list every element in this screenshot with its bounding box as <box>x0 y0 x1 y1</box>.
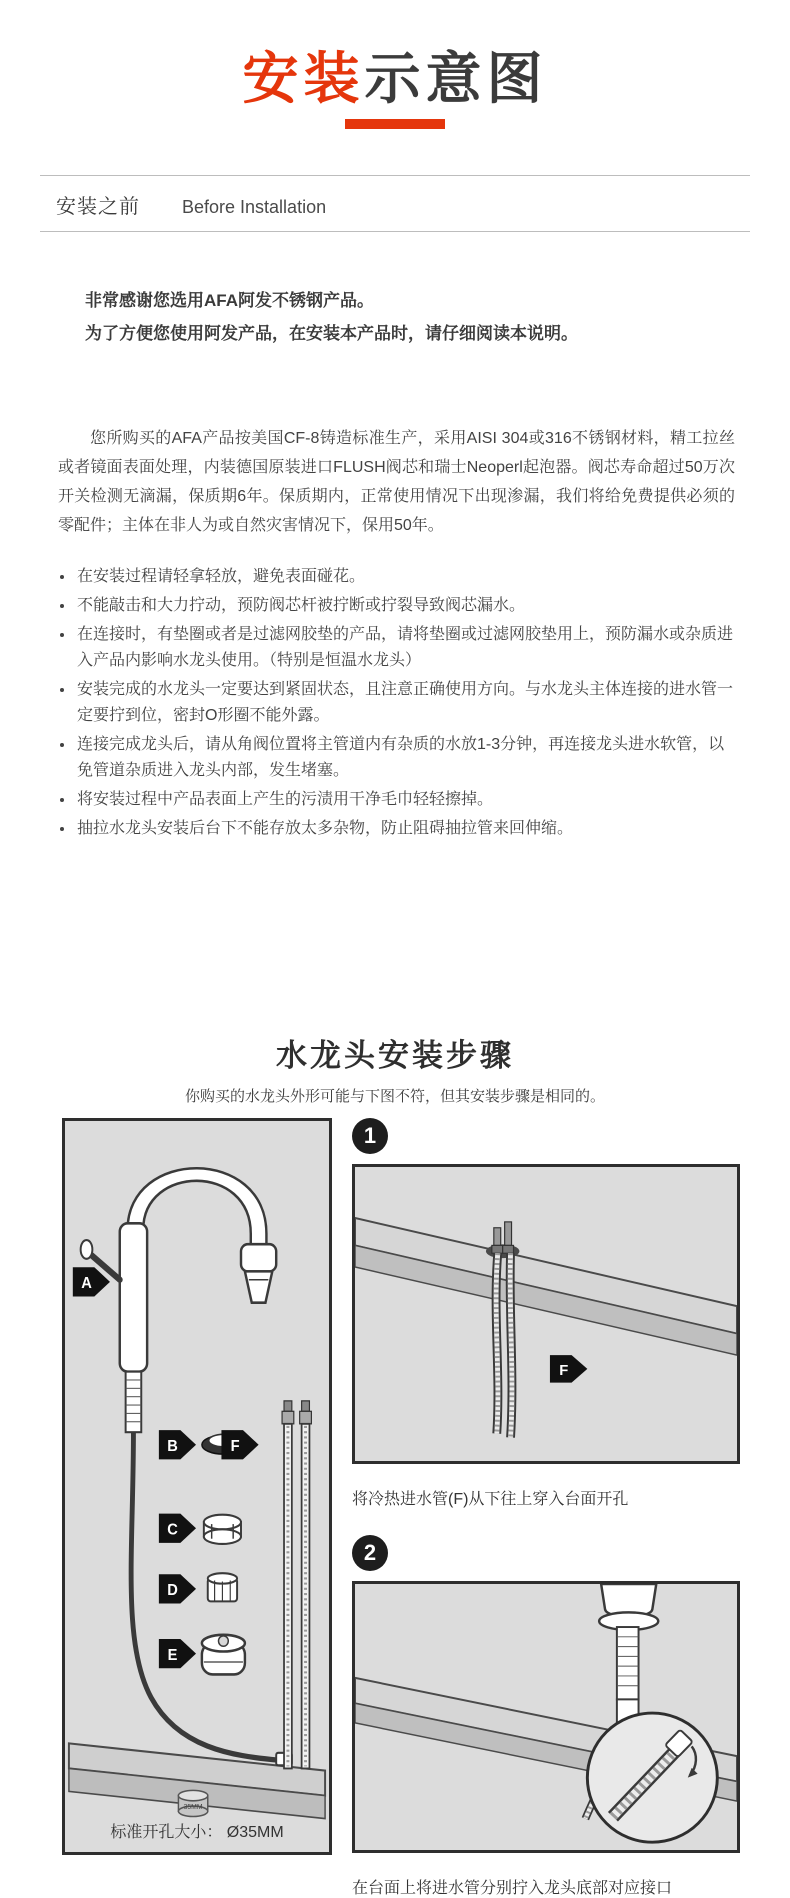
note-item: • 在连接时，有垫圈或者是过滤网胶垫的产品，请将垫圈或过滤网胶垫用上，预防漏水或杂质进入产品内影响水龙头使用。（特别是恒温水龙头） <box>75 622 735 674</box>
step-1-badge: 1 <box>352 1118 388 1154</box>
part-nut <box>204 1514 241 1543</box>
svg-text:A: A <box>81 1274 92 1292</box>
product-intro-paragraph: 您所购买的AFA产品按美国CF-8铸造标准生产，采用AISI 304或316不锈钢材料，精工拉丝或者镜面表面处理，内装德国原装进口FLUSH阀芯和瑞士Neoperl起泡器。阀芯寿命超过50万次开关检测无滴漏，保质期6年。保质期内，正常使用情况下出现渗漏，我们将给免费提供必须的零配件；主体在非人为或自然灾害情况下，保用50年。 <box>58 429 735 534</box>
svg-text:E: E <box>167 1646 178 1664</box>
parts-diagram-illustration <box>65 1121 329 1852</box>
before-installation-heading-en: Before Installation <box>182 196 327 217</box>
step1-countertop <box>355 1218 737 1355</box>
hose-connectors <box>492 1221 514 1252</box>
part-label-e <box>159 1639 196 1668</box>
step-2-panel <box>352 1581 740 1853</box>
note-item: • 连接完成龙头后，请从角阀位置将主管道内有杂质的水放1-3分钟，再连接龙头进水软管，以免管道杂质进入龙头内部，发生堵塞。 <box>75 732 735 784</box>
page-title-block <box>0 0 790 129</box>
thanks-line-1: 非常感谢您选用AFA阿发不锈钢产品。 <box>85 290 374 310</box>
svg-text:F: F <box>230 1437 240 1455</box>
step-2-caption: 在台面上将进水管分别拧入龙头底部对应接口 <box>352 1879 673 1897</box>
note-item: • 将安装过程中产品表面上产生的污渍用干净毛巾轻轻擦掉。 <box>75 787 735 813</box>
part-weight <box>202 1634 245 1674</box>
hole-size-icon <box>178 1790 207 1816</box>
thanks-block <box>85 284 730 350</box>
page-title-rest: 示意图 <box>364 47 548 110</box>
step-1-panel <box>352 1164 740 1464</box>
supply-hoses <box>282 1400 311 1768</box>
title-underline <box>345 119 445 129</box>
before-installation-heading-zh: 安装之前 <box>56 195 140 218</box>
svg-text:F: F <box>559 1362 569 1379</box>
steps-column <box>352 1118 742 1898</box>
faucet-illustration <box>81 1168 292 1765</box>
page-title <box>0 48 790 110</box>
note-item: • 不能敲击和大力拧动，预防阀芯杆被拧断或拧裂导致阀芯漏水。 <box>75 593 735 619</box>
step-2-badge: 2 <box>352 1535 388 1571</box>
before-installation-header <box>40 175 750 232</box>
installation-notes-list <box>75 564 735 842</box>
steps-section-subtitle: 你购买的水龙头外形可能与下图不符，但其安装步骤是相同的。 <box>184 1087 605 1105</box>
note-item: • 抽拉水龙头安装后台下不能存放太多杂物，防止阻碍抽拉管来回伸缩。 <box>75 816 735 842</box>
svg-text:D: D <box>167 1581 178 1599</box>
part-label-a <box>73 1267 110 1296</box>
thanks-line-2: 为了方便您使用阿发产品，在安装本产品时，请仔细阅读本说明。 <box>85 323 578 343</box>
svg-text:35MM: 35MM <box>183 1802 203 1811</box>
note-item: • 在安装过程请轻拿轻放，避免表面碰花。 <box>75 564 735 590</box>
step-2-illustration <box>355 1584 737 1850</box>
pullout-hose <box>131 1432 278 1760</box>
part-fitting <box>208 1573 237 1601</box>
svg-text:B: B <box>167 1437 178 1455</box>
diagram-area <box>62 1118 790 1898</box>
step-1-illustration <box>355 1167 737 1461</box>
part-label-f <box>221 1430 258 1459</box>
part-label-b <box>159 1430 196 1459</box>
page-title-accent: 安装 <box>242 47 365 110</box>
parts-diagram-panel <box>62 1118 332 1855</box>
step2-faucet-base <box>599 1584 658 1699</box>
step-1-caption: 将冷热进水管(F)从下往上穿入台面开孔 <box>352 1490 629 1508</box>
part-label-c <box>159 1513 196 1542</box>
part-label-d <box>159 1574 196 1603</box>
magnifier-detail <box>587 1713 717 1842</box>
step1-part-label-f <box>550 1355 587 1382</box>
hole-size-note: 标准开孔大小： Ø35MM <box>110 1823 284 1841</box>
steps-section-title: 水龙头安装步骤 <box>276 1037 514 1073</box>
svg-text:C: C <box>167 1520 178 1539</box>
note-item: • 安装完成的水龙头一定要达到紧固状态，且注意正确使用方向。与水龙头主体连接的进水管一定要拧到位，密封O形圈不能外露。 <box>75 677 735 729</box>
